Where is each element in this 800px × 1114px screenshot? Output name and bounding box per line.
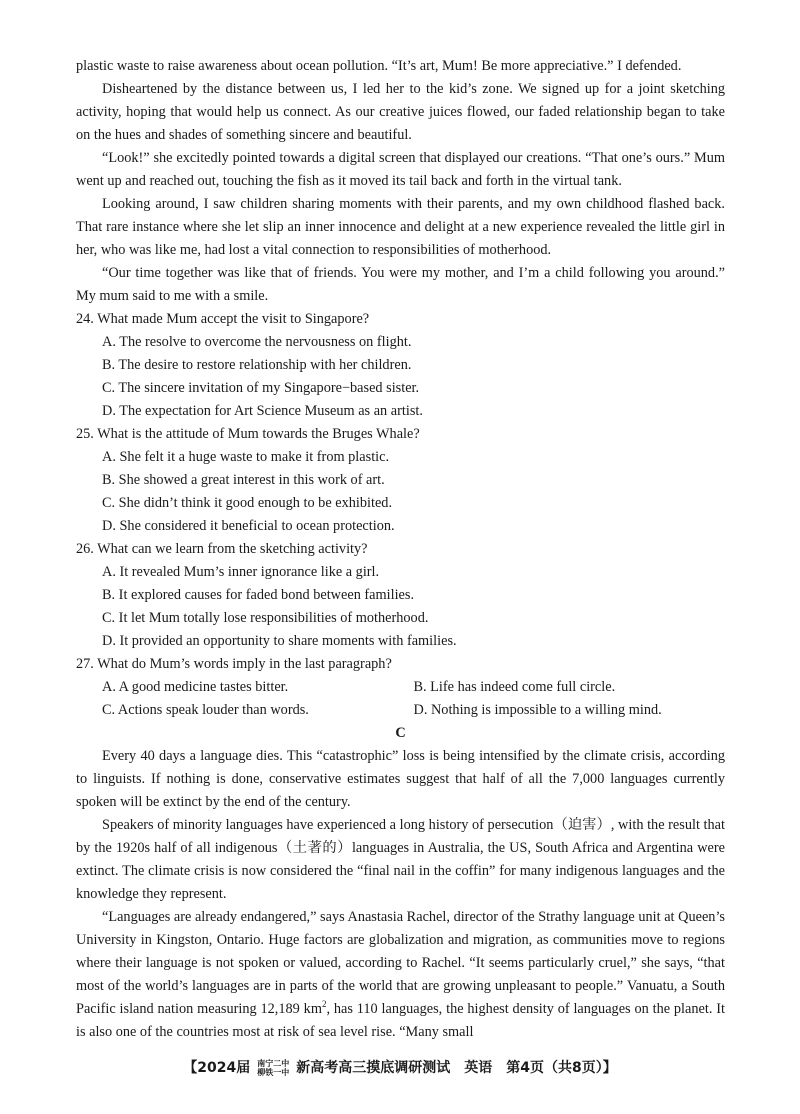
page-footer (0, 1058, 800, 1078)
option-c: C. It let Mum totally lose responsibilities of motherhood. (102, 610, 429, 626)
paragraph-text: , has 110 languages, the highest density of languages on the planet. It is also one of the countries most at risk of sea level rise. “Many small (76, 1001, 725, 1040)
paragraph-text: “Languages are already endangered,” says Anastasia Rachel, director of the Strathy language unit at Queen’s University in Kingston, Ontario. Huge factors are globalization and migration, as communities move to regions where their language is not spoken or valued, according to Rachel. “It seems particularly cruel,” she says, “that most of the world’s languages are in parts of the world that are growing unpleasant to people.” Vanuatu, a South Pacific island nation measuring 12,189 km (76, 909, 725, 1017)
option-a: A. A good medicine tastes bitter. (102, 679, 289, 695)
paragraph: Speakers of minority languages have experienced a long history of persecution（迫害）, with the result that by the 1920s half of all indigenous（土著的）languages in Australia, the US, South Africa and Argentina were extinct. The climate crisis is now considered the “final nail in the coffin” for many indigenous languages and the knowledge they represent. (76, 817, 725, 902)
footer-open: 【2024届 (183, 1060, 251, 1076)
school-names (257, 1059, 289, 1077)
question-25 (76, 423, 725, 538)
question-stem: 25. What is the attitude of Mum towards the Bruges Whale? (76, 426, 420, 442)
option-b: B. It explored causes for faded bond between families. (102, 587, 415, 603)
option-c: C. The sincere invitation of my Singapore−based sister. (102, 380, 420, 396)
question-stem: 26. What can we learn from the sketching activity? (76, 541, 368, 557)
question-24 (76, 308, 725, 423)
school-bottom: 柳铁一中 (257, 1068, 290, 1077)
option-b: B. Life has indeed come full circle. (413, 679, 616, 695)
footer-rest: 新高考高三摸底调研测试 英语 第4页（共8页）】 (296, 1060, 617, 1076)
option-a: A. She felt it a huge waste to make it from plastic. (102, 449, 390, 465)
option-a: A. It revealed Mum’s inner ignorance like a girl. (102, 564, 380, 580)
school-top: 南宁二中 (257, 1059, 290, 1068)
option-b: B. She showed a great interest in this work of art. (102, 472, 385, 488)
question-stem: 27. What do Mum’s words imply in the last paragraph? (76, 656, 392, 672)
superscript: 2 (321, 999, 327, 1010)
option-d: D. It provided an opportunity to share moments with families. (102, 633, 457, 649)
question-stem: 24. What made Mum accept the visit to Singapore? (76, 311, 370, 327)
option-c: C. Actions speak louder than words. (102, 702, 309, 718)
paragraph: Looking around, I saw children sharing moments with their parents, and my own childhood flashed back. That rare instance where she let slip an inner innocence and delight at a new experience revealed the little girl in her, who was like me, had lost a vital connection to responsibilities of motherhood. (76, 196, 725, 258)
question-26 (76, 538, 725, 653)
paragraph: Disheartened by the distance between us, I led her to the kid’s zone. We signed up for a joint sketching activity, hoping that would help us connect. As our creative juices flowed, our faded relationship began to take on the hues and shades of something sincere and beautiful. (76, 81, 725, 143)
paragraph: Every 40 days a language dies. This “catastrophic” loss is being intensified by the climate crisis, according to linguists. If nothing is done, conservative estimates suggest that half of all the 7,000 languages currently spoken will be extinct by the end of the century. (76, 748, 725, 810)
question-27 (76, 653, 725, 722)
option-c: C. She didn’t think it good enough to be exhibited. (102, 495, 393, 511)
option-d: D. Nothing is impossible to a willing mind. (413, 702, 662, 718)
option-a: A. The resolve to overcome the nervousness on flight. (102, 334, 412, 350)
paragraph: “Our time together was like that of friends. You were my mother, and I’m a child following you around.” My mum said to me with a smile. (76, 265, 725, 304)
paragraph: “Look!” she excitedly pointed towards a digital screen that displayed our creations. “That one’s ours.” Mum went up and reached out, touching the fish as it moved its tail back and forth in the virtual tank. (76, 150, 725, 189)
paragraph: plastic waste to raise awareness about ocean pollution. “It’s art, Mum! Be more appreciative.” I defended. (76, 58, 682, 74)
option-b: B. The desire to restore relationship with her children. (102, 357, 412, 373)
paragraph (76, 906, 725, 1044)
option-d: D. The expectation for Art Science Museum as an artist. (102, 403, 423, 419)
section-heading: C (395, 725, 406, 741)
exam-page (76, 55, 725, 1044)
option-d: D. She considered it beneficial to ocean protection. (102, 518, 395, 534)
